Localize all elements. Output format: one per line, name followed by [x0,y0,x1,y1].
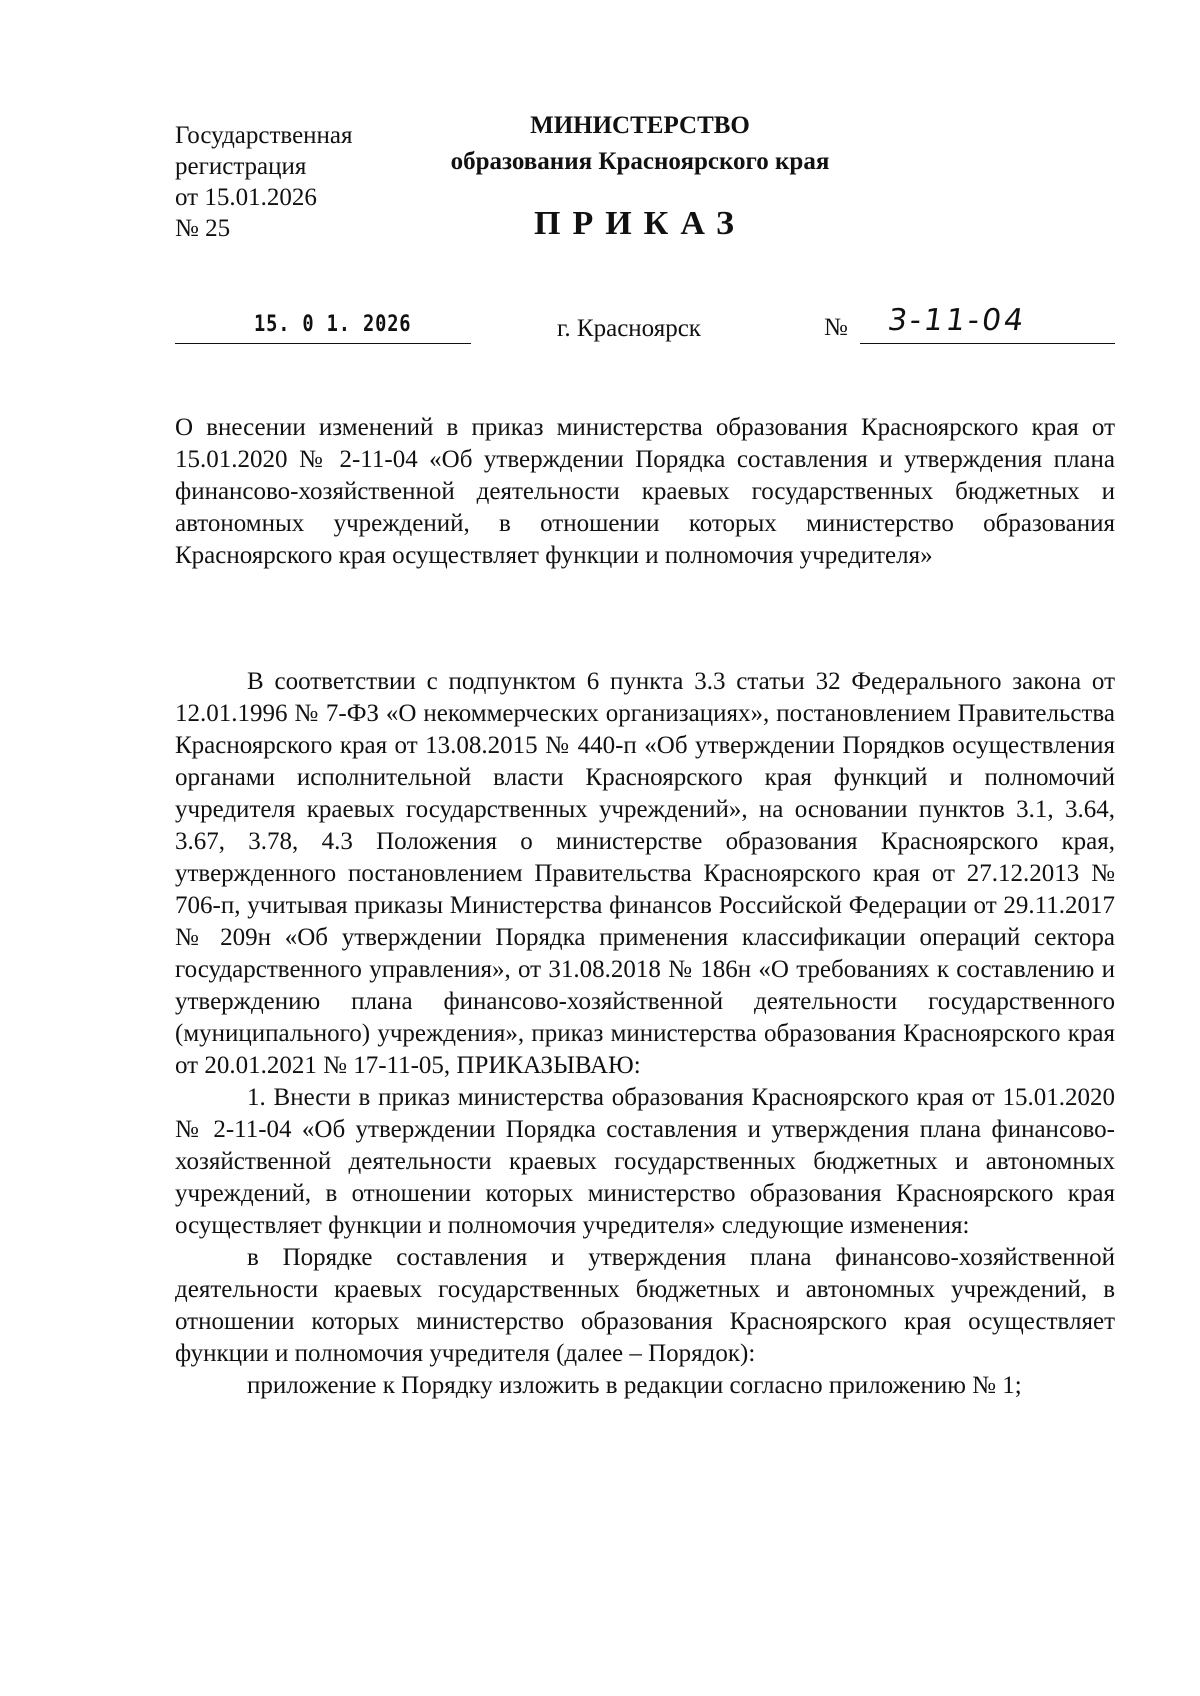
registration-line-1: Государственная [175,122,353,149]
order-title: О внесении изменений в приказ министерства образования Красноярского края от 15.01.2020 № 2-11-04 «Об утверждении Порядка составления и утверждения плана финансово-хозяйственной деятельности краевых государственных бюджетных и автономных учреждений, в отношении которых министерство образования Красноярского края осуществляет функции и полномочия учредителя» [175,414,1115,569]
order-date-stamp: 15. 0 1. 2026 [254,312,412,337]
ministry-header [410,108,870,180]
date-underline [175,343,471,344]
order-body [175,666,1115,1402]
item-1-subparagraph-a: в Порядке составления и утверждения плана финансово-хозяйственной деятельности краевых государственных бюджетных и автономных учреждений, в отношении которых министерство образования Красноярского края осуществляет функции и полномочия учредителя (далее – Порядок): [175,1244,1115,1367]
registration-number: № 25 [175,215,231,242]
ministry-subtitle: образования Красноярского края [450,148,830,175]
number-underline [860,343,1115,344]
item-1-paragraph: 1. Внести в приказ министерства образования Красноярского края от 15.01.2020 № 2-11-04 «Об утверждении Порядка составления и утверждения плана финансово-хозяйственной деятельности краевых государственных бюджетных и автономных учреждений, в отношении которых министерство образования Красноярского края осуществляет функции и полномочия учредителя» следующие изменения: [175,1084,1115,1239]
registration-date: от 15.01.2026 [175,184,317,211]
document-type: ПРИКАЗ [534,205,746,242]
registration-block [175,120,405,244]
registration-line-2: регистрация [175,153,307,180]
order-city: г. Красноярск [557,315,701,342]
ministry-name: МИНИСТЕРСТВО [530,112,750,139]
order-number-sign: № [824,314,848,341]
order-number-handwritten: 3-11-04 [885,303,1029,338]
preamble-paragraph: В соответствии с подпунктом 6 пункта 3.3 статьи 32 Федерального закона от 12.01.1996 № 7-ФЗ «О некоммерческих организациях», постановлением Правительства Красноярского края от 13.08.2015 № 440-п «Об утверждении Порядков осуществления органами исполнительной власти Красноярского края функций и полномочий учредителя краевых государственных учреждений», на основании пунктов 3.1, 3.64, 3.67, 3.78, 4.3 Положения о министерстве образования Красноярского края, утвержденного постановлением Правительства Красноярского края от 27.12.2013 № 706-п, учитывая приказы Министерства финансов Российской Федерации от 29.11.2017 № 209н «Об утверждении Порядка применения классификации операций сектора государственного управления», от 31.08.2018 № 186н «О требованиях к составлению и утверждению плана финансово-хозяйственной деятельности государственного (муниципального) учреждения», приказ министерства образования Красноярского края от 20.01.2021 № 17-11-05, ПРИКАЗЫВАЮ: [175,668,1115,1079]
item-1-subparagraph-b: приложение к Порядку изложить в редакции согласно приложению № 1; [247,1372,1022,1399]
